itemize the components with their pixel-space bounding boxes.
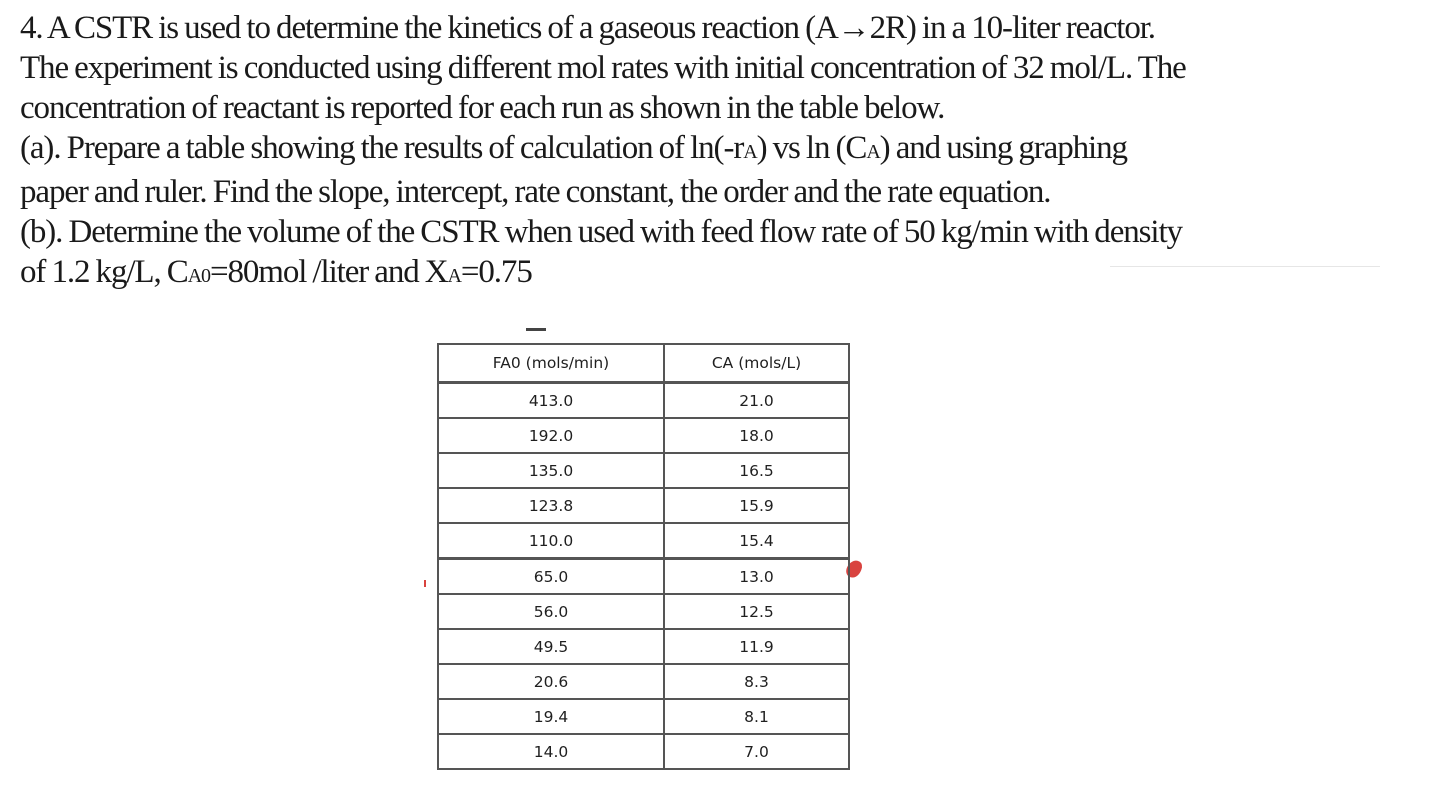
stray-red-tick bbox=[424, 580, 426, 587]
cell-ca: 8.1 bbox=[664, 699, 849, 734]
cell-fa0: 56.0 bbox=[438, 594, 664, 629]
cell-ca: 16.5 bbox=[664, 453, 849, 488]
cell-ca: 18.0 bbox=[664, 418, 849, 453]
header-fa0: FA0 (mols/min) bbox=[438, 344, 664, 383]
cell-fa0: 14.0 bbox=[438, 734, 664, 769]
table-row bbox=[438, 523, 849, 559]
cell-fa0: 65.0 bbox=[438, 559, 664, 595]
table-row bbox=[438, 418, 849, 453]
cell-fa0: 110.0 bbox=[438, 523, 664, 559]
part-a-text-3: ) and using graphing bbox=[879, 130, 1127, 166]
part-b-text-1: of 1.2 kg/L, C bbox=[20, 254, 188, 290]
subscript-a0: A0 bbox=[187, 265, 210, 287]
cell-ca: 15.9 bbox=[664, 488, 849, 523]
data-table bbox=[437, 343, 850, 770]
part-b-text-3: =0.75 bbox=[460, 254, 532, 290]
subscript-a: A bbox=[866, 141, 880, 163]
table-row bbox=[438, 559, 849, 595]
problem-statement bbox=[20, 8, 1420, 296]
cell-ca: 11.9 bbox=[664, 629, 849, 664]
cell-fa0: 49.5 bbox=[438, 629, 664, 664]
problem-line-5: paper and ruler. Find the slope, intercept, rate constant, the order and the rate equation. bbox=[20, 174, 1051, 210]
table-header-row bbox=[438, 344, 849, 383]
part-a-text-2: ) vs ln (C bbox=[756, 130, 867, 166]
stray-dash-mark bbox=[526, 328, 546, 331]
part-b-text-2: =80mol /liter and X bbox=[209, 254, 448, 290]
cell-ca: 21.0 bbox=[664, 383, 849, 419]
table-row bbox=[438, 453, 849, 488]
cell-fa0: 413.0 bbox=[438, 383, 664, 419]
table-row bbox=[438, 488, 849, 523]
cell-ca: 8.3 bbox=[664, 664, 849, 699]
problem-line-6: (b). Determine the volume of the CSTR when used with feed flow rate of 50 kg/min with density bbox=[20, 214, 1182, 250]
cell-ca: 12.5 bbox=[664, 594, 849, 629]
problem-line-2: The experiment is conducted using different mol rates with initial concentration of 32 mol/L. The bbox=[20, 50, 1186, 86]
problem-line-1: 4. A CSTR is used to determine the kinetics of a gaseous reaction (A→2R) in a 10-liter reactor. bbox=[20, 10, 1155, 46]
cell-fa0: 123.8 bbox=[438, 488, 664, 523]
table-row bbox=[438, 629, 849, 664]
table-row bbox=[438, 734, 849, 769]
cell-fa0: 192.0 bbox=[438, 418, 664, 453]
cell-fa0: 19.4 bbox=[438, 699, 664, 734]
problem-line-3: concentration of reactant is reported for each run as shown in the table below. bbox=[20, 90, 945, 126]
table-row bbox=[438, 594, 849, 629]
cell-ca: 13.0 bbox=[664, 559, 849, 595]
header-ca: CA (mols/L) bbox=[664, 344, 849, 383]
cell-ca: 7.0 bbox=[664, 734, 849, 769]
data-table-container bbox=[437, 343, 850, 770]
faint-scan-line bbox=[1110, 266, 1380, 267]
table-row bbox=[438, 383, 849, 419]
subscript-a: A bbox=[447, 265, 461, 287]
cell-fa0: 20.6 bbox=[438, 664, 664, 699]
problem-line-4 bbox=[20, 128, 1420, 172]
part-a-text-1: (a). Prepare a table showing the results of calculation of ln(-r bbox=[20, 130, 744, 166]
problem-line-7 bbox=[20, 252, 1420, 296]
cell-ca: 15.4 bbox=[664, 523, 849, 559]
table-row bbox=[438, 699, 849, 734]
cell-fa0: 135.0 bbox=[438, 453, 664, 488]
subscript-a: A bbox=[743, 141, 757, 163]
table-row bbox=[438, 664, 849, 699]
